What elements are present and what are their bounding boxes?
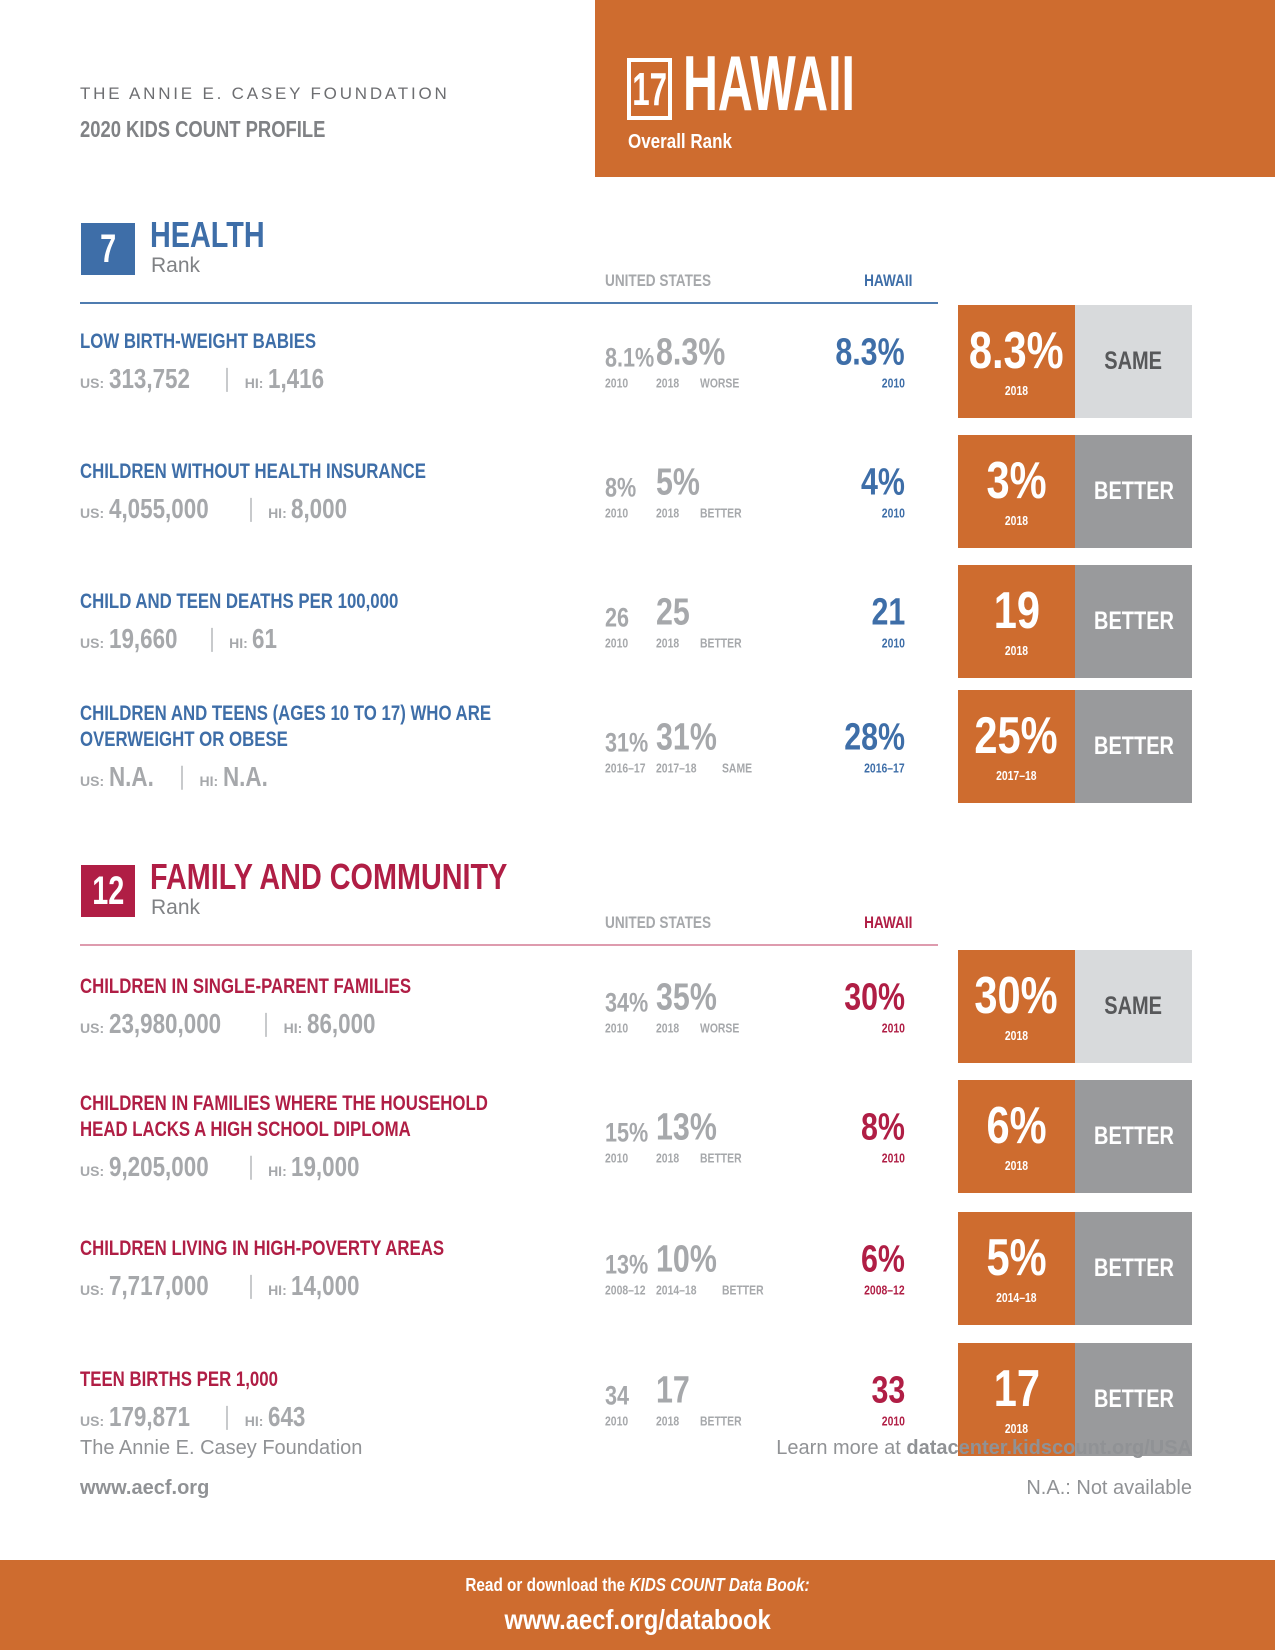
indicator-info <box>80 1235 680 1301</box>
state-current-box <box>958 690 1075 803</box>
profile-title: 2020 KIDS COUNT PROFILE <box>80 116 326 142</box>
us-current-value: 35% <box>656 976 717 1018</box>
us-current <box>656 593 752 650</box>
us-baseline-value: 34 <box>605 1380 630 1410</box>
state-current-year: 2018 <box>1004 513 1029 528</box>
state-values <box>850 463 905 520</box>
us-total-value: 179,871 <box>108 1400 190 1432</box>
indicator-title: CHILDREN WITHOUT HEALTH INSURANCE <box>80 459 426 483</box>
us-total-value: 19,660 <box>108 622 178 654</box>
us-values <box>605 978 749 1035</box>
us-current-year: 2018 <box>656 1150 680 1165</box>
totals-divider <box>250 1156 252 1180</box>
totals-divider <box>250 1275 252 1299</box>
comparison-label: SAME <box>1104 992 1163 1020</box>
us-values <box>605 1240 774 1297</box>
us-baseline-value: 31% <box>605 727 649 757</box>
us-total-label: US: <box>80 1412 105 1429</box>
state-total-value: 19,000 <box>291 1150 360 1182</box>
comparison-box <box>1075 305 1192 418</box>
us-baseline-year: 2010 <box>605 1413 629 1428</box>
state-values <box>850 1240 905 1297</box>
state-current-value: 25% <box>974 707 1059 765</box>
us-current <box>656 718 759 775</box>
state-total-label: HI: <box>199 772 219 789</box>
us-total-value: 23,980,000 <box>108 1007 221 1039</box>
indicator-info <box>80 1366 680 1432</box>
state-baseline-year: 2010 <box>881 1020 905 1035</box>
state-total-label: HI: <box>268 1281 287 1298</box>
indicator-row <box>0 950 1275 1063</box>
us-total-value: 4,055,000 <box>108 492 209 524</box>
indicator-totals <box>80 1008 680 1040</box>
state-current-box <box>958 305 1075 418</box>
state-baseline-value: 21 <box>871 591 905 633</box>
us-total-label: US: <box>80 772 105 789</box>
state-baseline-year: 2016–17 <box>864 760 905 775</box>
us-trend-label: WORSE <box>699 1020 740 1035</box>
state-total-value: 61 <box>252 622 278 654</box>
state-baseline-value: 4% <box>861 461 905 503</box>
state-current-box <box>958 1212 1075 1325</box>
databook-prefix: Read or download the <box>465 1574 630 1595</box>
state-total-label: HI: <box>268 1162 287 1179</box>
section-header-health <box>0 214 1275 313</box>
state-current-value: 8.3% <box>969 322 1064 380</box>
us-trend-label: BETTER <box>699 505 742 520</box>
state-current-value: 19 <box>993 582 1040 640</box>
us-baseline-year: 2010 <box>605 375 629 390</box>
us-baseline <box>605 989 656 1035</box>
us-values <box>605 463 752 520</box>
us-total-value: 313,752 <box>108 362 190 394</box>
us-baseline-value: 8% <box>605 472 637 502</box>
learn-more-link[interactable]: datacenter.kidscount.org/USA <box>906 1437 1192 1459</box>
comparison-label: BETTER <box>1093 607 1174 635</box>
us-total-value: N.A. <box>108 760 154 792</box>
indicator-title: CHILDREN IN FAMILIES WHERE THE HOUSEHOLD HEAD LACKS A HIGH SCHOOL DIPLOMA <box>80 1091 488 1141</box>
header-rule <box>80 944 938 946</box>
us-values <box>605 1371 752 1428</box>
totals-divider <box>226 1406 228 1430</box>
state-name: HAWAII <box>683 39 855 127</box>
databook-banner <box>0 1560 1275 1650</box>
state-current-box <box>958 565 1075 678</box>
state-values <box>863 1371 905 1428</box>
header-rule <box>80 302 938 304</box>
us-current-year: 2018 <box>656 1020 680 1035</box>
indicator-title: TEEN BIRTHS PER 1,000 <box>80 1367 278 1391</box>
state-values <box>818 333 905 390</box>
us-trend-label: BETTER <box>699 635 742 650</box>
family-rank-value: 12 <box>91 868 125 913</box>
state-baseline-value: 8.3% <box>835 331 905 373</box>
indicator-row <box>0 305 1275 418</box>
state-total-value: N.A. <box>222 760 268 792</box>
indicator-totals <box>80 1151 680 1183</box>
state-current-value: 6% <box>986 1097 1047 1155</box>
indicator-totals <box>80 1401 680 1433</box>
state-current-box <box>958 1080 1075 1193</box>
footer-org-url[interactable]: www.aecf.org <box>80 1477 210 1499</box>
us-current <box>656 463 752 520</box>
state-current-year: 2017–18 <box>996 768 1037 783</box>
us-baseline-value: 8.1% <box>605 342 655 372</box>
state-values <box>829 978 905 1035</box>
state-total-label: HI: <box>283 1019 303 1036</box>
state-baseline-year: 2010 <box>881 635 905 650</box>
indicator-title: CHILD AND TEEN DEATHS PER 100,000 <box>80 589 399 613</box>
state-total-label: HI: <box>229 634 248 651</box>
family-rank-badge <box>81 865 135 917</box>
state-baseline-value: 33 <box>871 1369 905 1411</box>
totals-divider <box>226 368 228 392</box>
us-baseline-value: 13% <box>605 1249 649 1279</box>
state-current-year: 2018 <box>1004 643 1029 658</box>
databook-callout <box>465 1575 809 1596</box>
comparison-label: SAME <box>1104 347 1163 375</box>
state-total-label: HI: <box>244 1412 264 1429</box>
us-current-value: 8.3% <box>656 331 726 373</box>
state-baseline-value: 8% <box>861 1106 905 1148</box>
comparison-box <box>1075 1080 1192 1193</box>
us-current-year: 2018 <box>656 505 680 520</box>
indicator-totals <box>80 623 680 655</box>
state-current-year: 2018 <box>1004 1158 1029 1173</box>
indicator-info <box>80 458 680 524</box>
us-baseline-year: 2008–12 <box>605 1282 646 1297</box>
us-current <box>656 333 749 390</box>
us-current-year: 2018 <box>656 375 680 390</box>
us-baseline-value: 15% <box>605 1117 649 1147</box>
state-baseline-year: 2008–12 <box>864 1282 905 1297</box>
comparison-label: BETTER <box>1093 1385 1174 1413</box>
us-baseline-value: 26 <box>605 602 630 632</box>
us-current-year: 2014–18 <box>656 1282 697 1297</box>
us-current-year: 2017–18 <box>656 760 697 775</box>
state-baseline-year: 2010 <box>881 375 905 390</box>
indicator-info <box>80 973 680 1039</box>
state-current-box <box>958 435 1075 548</box>
comparison-box <box>1075 565 1192 678</box>
us-total-label: US: <box>80 1019 105 1036</box>
indicator-title: LOW BIRTH-WEIGHT BABIES <box>80 329 317 353</box>
state-values <box>850 1108 905 1165</box>
indicator-totals <box>80 761 680 793</box>
us-values <box>605 333 749 390</box>
indicator-totals <box>80 493 680 525</box>
na-note: N.A.: Not available <box>1026 1477 1192 1499</box>
indicator-title: CHILDREN AND TEENS (AGES 10 TO 17) WHO ARE OVERWEIGHT OR OBESE <box>80 701 492 751</box>
us-baseline <box>605 1119 656 1165</box>
family-section-title: FAMILY AND COMMUNITY <box>150 856 508 897</box>
us-baseline-year: 2010 <box>605 1150 629 1165</box>
state-values <box>863 593 905 650</box>
indicator-row <box>0 1212 1275 1325</box>
totals-divider <box>250 498 252 522</box>
us-baseline <box>605 729 656 775</box>
us-values <box>605 1108 752 1165</box>
learn-more-prefix: Learn more at <box>776 1437 907 1459</box>
indicator-info <box>80 588 680 654</box>
comparison-box <box>1075 950 1192 1063</box>
indicator-info <box>80 328 680 394</box>
state-total-value: 8,000 <box>291 492 348 524</box>
us-total-label: US: <box>80 1281 105 1298</box>
column-header-state: HAWAII <box>863 271 912 290</box>
comparison-box <box>1075 690 1192 803</box>
state-total-value: 643 <box>267 1400 306 1432</box>
us-baseline-year: 2016–17 <box>605 760 646 775</box>
indicator-title: CHILDREN IN SINGLE-PARENT FAMILIES <box>80 974 412 998</box>
learn-more-line <box>776 1437 1192 1460</box>
state-current-year: 2018 <box>1004 1028 1029 1043</box>
us-baseline <box>605 1382 656 1428</box>
state-current-value: 17 <box>993 1360 1040 1418</box>
us-current <box>656 1108 752 1165</box>
health-rank-badge <box>81 223 135 275</box>
us-baseline <box>605 474 656 520</box>
comparison-box <box>1075 1212 1192 1325</box>
state-current-box <box>958 950 1075 1063</box>
state-current-year: 2014–18 <box>996 1290 1037 1305</box>
health-section-title: HEALTH <box>150 214 265 255</box>
column-header-us: UNITED STATES <box>605 271 712 290</box>
us-baseline-value: 34% <box>605 987 649 1017</box>
state-total-value: 14,000 <box>291 1269 360 1301</box>
us-baseline <box>605 604 656 650</box>
us-baseline-year: 2010 <box>605 1020 629 1035</box>
us-current-value: 10% <box>656 1238 717 1280</box>
us-current-year: 2018 <box>656 635 680 650</box>
us-total-label: US: <box>80 504 105 521</box>
databook-url[interactable]: www.aecf.org/databook <box>504 1603 771 1635</box>
state-baseline-year: 2010 <box>881 505 905 520</box>
us-total-label: US: <box>80 374 105 391</box>
state-current-value: 3% <box>986 452 1047 510</box>
comparison-box <box>1075 435 1192 548</box>
state-total-label: HI: <box>244 374 264 391</box>
indicator-row <box>0 1080 1275 1193</box>
us-trend-label: BETTER <box>721 1282 764 1297</box>
section-header-family <box>0 856 1275 955</box>
overall-rank-value: 17 <box>632 63 667 115</box>
state-total-value: 1,416 <box>267 362 324 394</box>
databook-title: KIDS COUNT Data Book: <box>629 1574 810 1595</box>
us-current <box>656 1240 774 1297</box>
overall-rank-badge <box>627 58 672 120</box>
state-baseline-year: 2010 <box>881 1150 905 1165</box>
us-total-label: US: <box>80 1162 105 1179</box>
us-current-value: 5% <box>656 461 700 503</box>
state-current-value: 5% <box>986 1229 1047 1287</box>
footer-right <box>776 1437 1192 1500</box>
family-rank-label: Rank <box>151 896 201 919</box>
us-current-value: 25 <box>656 591 690 633</box>
us-values <box>605 593 752 650</box>
column-header-us: UNITED STATES <box>605 913 712 932</box>
state-baseline-value: 30% <box>844 976 905 1018</box>
totals-divider <box>181 766 183 790</box>
state-current-value: 30% <box>974 967 1059 1025</box>
org-name: THE ANNIE E. CASEY FOUNDATION <box>80 84 450 103</box>
us-baseline-year: 2010 <box>605 635 629 650</box>
indicator-info <box>80 700 680 793</box>
state-total-value: 86,000 <box>306 1007 376 1039</box>
state-values <box>829 718 905 775</box>
us-current-value: 13% <box>656 1106 717 1148</box>
indicator-info <box>80 1090 680 1183</box>
us-trend-label: WORSE <box>699 375 740 390</box>
health-rank-value: 7 <box>99 226 117 271</box>
us-current-value: 31% <box>656 716 717 758</box>
masthead <box>80 84 450 143</box>
totals-divider <box>265 1013 267 1037</box>
comparison-label: BETTER <box>1093 732 1174 760</box>
state-baseline-value: 6% <box>861 1238 905 1280</box>
us-values <box>605 718 759 775</box>
footer-left <box>80 1437 362 1500</box>
us-current-year: 2018 <box>656 1413 680 1428</box>
state-baseline-year: 2010 <box>881 1413 905 1428</box>
us-baseline <box>605 344 656 390</box>
us-total-label: US: <box>80 634 105 651</box>
state-total-label: HI: <box>268 504 287 521</box>
us-baseline <box>605 1251 656 1297</box>
indicator-row <box>0 565 1275 678</box>
state-current-year: 2018 <box>1004 383 1029 398</box>
us-trend-label: BETTER <box>699 1150 742 1165</box>
us-current <box>656 978 749 1035</box>
totals-divider <box>211 628 213 652</box>
footer-org-name: The Annie E. Casey Foundation <box>80 1437 363 1459</box>
us-total-value: 7,717,000 <box>108 1269 209 1301</box>
indicator-row <box>0 435 1275 548</box>
column-header-state: HAWAII <box>863 913 912 932</box>
comparison-label: BETTER <box>1093 1254 1174 1282</box>
indicator-title: CHILDREN LIVING IN HIGH-POVERTY AREAS <box>80 1236 445 1260</box>
state-rank-banner <box>595 0 1275 177</box>
overall-rank-label: Overall Rank <box>628 131 732 153</box>
state-current-year: 2018 <box>1004 1421 1029 1436</box>
indicator-totals <box>80 1270 680 1302</box>
health-rank-label: Rank <box>151 254 201 277</box>
indicator-row <box>0 690 1275 803</box>
us-baseline-year: 2010 <box>605 505 629 520</box>
state-baseline-value: 28% <box>844 716 905 758</box>
us-trend-label: SAME <box>721 760 752 775</box>
us-current-value: 17 <box>656 1369 690 1411</box>
us-current <box>656 1371 752 1428</box>
us-total-value: 9,205,000 <box>108 1150 209 1182</box>
indicator-totals <box>80 363 680 395</box>
comparison-label: BETTER <box>1093 477 1174 505</box>
us-trend-label: BETTER <box>699 1413 742 1428</box>
comparison-label: BETTER <box>1093 1122 1174 1150</box>
